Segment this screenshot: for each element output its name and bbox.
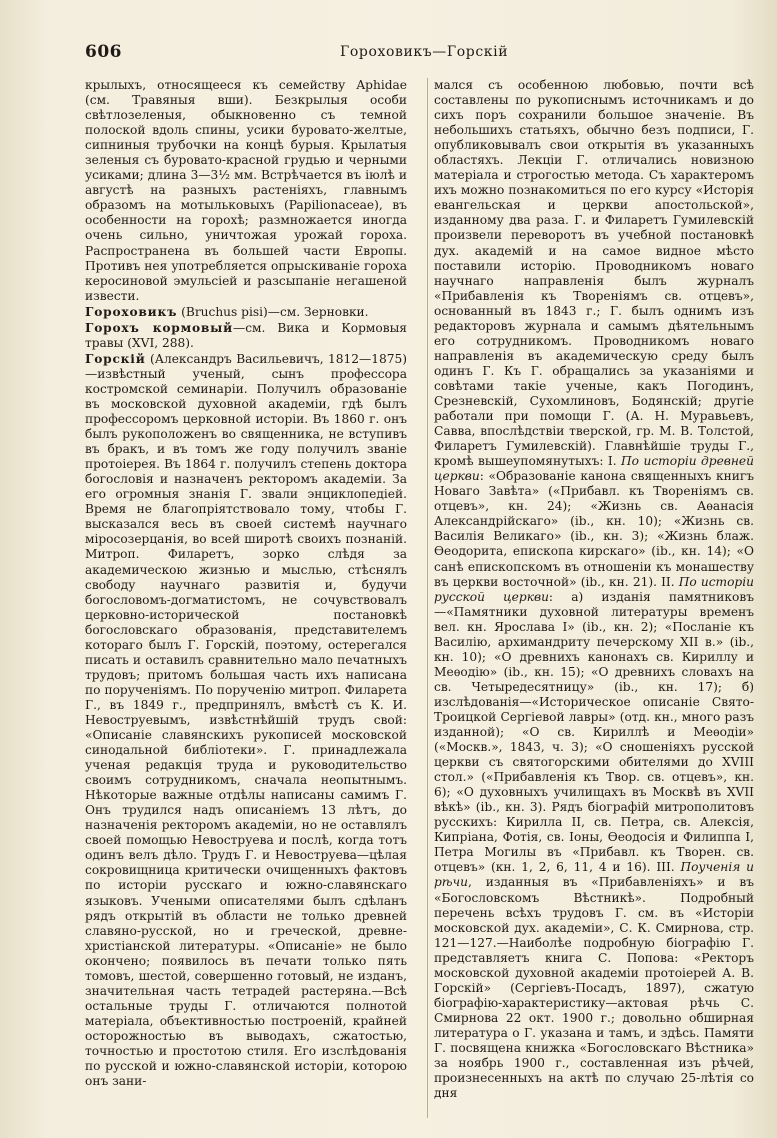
headword: Горскій xyxy=(85,351,146,366)
entry-gorsky-continued: мался съ особенною любовью, почти всѣ составлены по рукописнымъ источникамъ и до сихъ поръ сохранили большое значеніе. Въ небольшихъ статьяхъ, обычно безъ подписи, Г. опубликовывалъ свои открытія въ указанныхъ областяхъ. Лекціи Г. отличались новизною матеріала и строгостью метода. Съ характеромъ ихъ можно познакомиться по его курсу «Исторія евангельская и церкви апостольской», изданному два раза. Г. и Филаретъ Гумилевскій произвели переворотъ въ учебной постановкѣ дух. академій и на самое видное мѣсто поставили исторію. Проводникомъ новаго научнаго направленія былъ журналъ «Прибавленія къ Твореніямъ св. отцевъ», основанный въ 1843 г.; Г. былъ однимъ изъ редакторовъ журнала и самымъ дѣятельнымъ его сотрудникомъ. Проводникомъ новаго направленія въ академическую среду былъ одинъ Г. Къ Г. обращались за указаніями и совѣтами такіе ученые, какъ Погодинъ, Срезневскій, Сухомлиновъ, Бодянскій; другіе работали при помощи Г. (А. Н. Муравьевъ, Савва, впослѣдствіи тверской, гр. М. В. Толстой, Филаретъ Гумилевскій). Главнѣйшіе труды Г., кромѣ вышеупомянутыхъ: I. По исторіи древней церкви: «Образованіе канона священныхъ книгъ Новаго Завѣта» («Прибавл. къ Твореніямъ св. отцевъ», кн. 24); «Жизнь св. Аѳанасія Александрійскаго» (ib., кн. 10); «Жизнь св. Василія Великаго» (ib., кн. 3); «Жизнь блаж. Ѳеодорита, епископа кирскаго» (ib., кн. 14); «О санѣ епископскомъ въ отношеніи къ монашеству въ церкви восточной» (ib., кн. 21). II. По исторіи русской церкви: а) изданія памятниковъ—«Памятники духовной литературы временъ вел. кн. Ярослава I» (ib., кн. 2); «Посланіе къ Василію, архимандриту печерскому XII в.» (ib., кн. 10); «О древнихъ канонахъ св. Кириллу и Меѳодію» (ib., кн. 15); «О древнихъ словахъ на св. Четыредесятницу» (ib., кн. 17); б) изслѣдованія—«Историческое описаніе Свято-Троицкой Сергіевой лавры» (отд. кн., много разъ изданной); «О св. Кириллѣ и Меѳодіи» («Москв.», 1843, ч. 3); «О сношеніяхъ русской церкви съ святогорскими обителями до XVIII стол.» («Прибавленія къ Твор. св. отцевъ», кн. 6); «О духовныхъ училищахъ въ Москвѣ въ XVII вѣкѣ» (ib., кн. 3). Рядъ біографій митрополитовъ русскихъ: Кирилла II, св. Петра, св. Алексія, Кипріана, Фотія, св. Іоны, Ѳеодосія и Филиппа I, Петра Могилы въ «Прибавл. къ Творен. св. отцевъ» (кн. 1, 2, 6, 11, 4 и 16). III. Поученія и рѣчи, изданныя въ «Прибавленіяхъ» и въ «Богословскомъ Вѣстникѣ». Подробный перечень всѣхъ трудовъ Г. см. въ «Исторіи московской дух. академіи», С. К. Смирнова, стр. 121—127.—Наиболѣе подробную біографію Г. представляетъ книга С. Попова: «Ректоръ московской духовной академіи протоіерей А. В. Горскій» (Сергіевъ-Посадъ, 1897), сжатую біографію-характеристику—актовая рѣчь С. Смирнова 22 окт. 1900 г.; довольно обширная литература о Г. указана и тамъ, и здѣсь. Памяти Г. посвящена книжка «Богословскаго Вѣстника» за ноябрь 1900 г., составленная изъ рѣчей, произнесенныхъ на актѣ по случаю 25-лѣтія со дня xyxy=(434,78,754,1101)
running-title: Гороховикъ—Горскій xyxy=(340,44,509,60)
entry-gorokhovik: Гороховикъ (Bruchus pisi)—см. Зерновки. xyxy=(85,304,369,319)
headword: Гороховикъ xyxy=(85,304,178,319)
page-header xyxy=(85,42,737,68)
section-heading: Поученія и рѣчи xyxy=(434,860,754,890)
section-heading: По исторіи древней церкви xyxy=(434,454,754,484)
page-number: 606 xyxy=(85,42,122,62)
section-heading: По исторіи русской церкви xyxy=(434,574,754,604)
entry-gorsky: Горскій (Александръ Васильевичъ, 1812—1875)—извѣстный ученый, сынъ профессора костромской семинаріи. Получилъ образованіе въ московской духовной академіи, гдѣ былъ профессоромъ церковной исторіи. Въ 1860 г. онъ былъ рукоположенъ во священника, не вступивъ въ бракъ, и въ томъ же году получилъ званіе протоіерея. Въ 1864 г. получилъ степень доктора богословія и назначенъ ректоромъ академіи. За его огромныя знанія Г. звали энциклопедіей. Время не благопріятствовало тому, чтобы Г. высказался весь въ своей системѣ научнаго міросозерцанія, во всей широтѣ своихъ познаній. Митроп. Филаретъ, зорко слѣдя за академическою жизнью и мыслью, стѣснялъ свободу научнаго развитія и, будучи богословомъ-догматистомъ, не сочувствовалъ церковно-исторической постановкѣ богословскаго образованія, представителемъ котораго былъ Г. Горскій, поэтому, остерегался писать и оставилъ сравнительно мало печатныхъ трудовъ; притомъ большая часть ихъ написана по порученіямъ. По порученію митроп. Филарета Г., въ 1849 г., предпринялъ, вмѣстѣ съ К. И. Невоструевымъ, извѣстнѣйшій трудъ свой: «Описаніе славянскихъ рукописей московской синодальной библіотеки». Г. принадлежала ученая редакція труда и руководительство своимъ сотрудникомъ, сначала неопытнымъ. Нѣкоторые важные отдѣлы написаны самимъ Г. Онъ трудился надъ описаніемъ 13 лѣтъ, до назначенія ректоромъ академіи, но не оставлялъ своей помощью Невоструева и послѣ, когда тотъ одинъ велъ дѣло. Трудъ Г. и Невоструева—цѣлая сокровищница критически очищенныхъ фактовъ по исторіи русскаго и южно-славянскаго языковъ. Учеными описателями былъ сдѣланъ рядъ открытій въ области не только древней славяно-русской, но и греческой, древне-христіанской литературы. «Описаніе» не было окончено; появилось въ печати только пять томовъ, шестой, совершенно готовый, не изданъ, значительная часть тетрадей растеряна.—Всѣ остальные труды Г. отличаются полнотой матеріала, объективностью построеній, крайней осторожностью въ выводахъ, сжатостью, точностью и простотою стиля. Его изслѣдованія по русской и южно-славянской исторіи, которою онъ зани- xyxy=(85,351,407,1089)
right-column xyxy=(427,78,754,1118)
left-column xyxy=(85,78,407,1118)
entry-continuation: крылыхъ, относящееся къ семейству Aphidae (см. Травяныя вши). Безкрылыя особи свѣтлозеленыя, обыкновенно съ темной полоской вдоль спины, усики буровато-желтые, сипниныя трубочки на концѣ бурыя. Крылатыя зеленыя съ буровато-красной грудью и черными усиками; длина 3—3½ мм. Встрѣчается въ іюлѣ и августѣ на разныхъ растеніяхъ, главнымъ образомъ на мотыльковыхъ (Papilionaceae), въ особенности на горохѣ; размножается иногда очень сильно, уничтожая урожай гороха. Распространена въ большей части Европы. Противъ нея употребляется опрыскиваніе гороха керосиновой эмульсіей и разсыпаніе негашеной извести. xyxy=(85,78,407,303)
entry-gorokh-kormovy: Горохъ кормовый—см. Вика и Кормовыя травы (XVI, 288). xyxy=(85,320,407,350)
headword: Горохъ кормовый xyxy=(85,320,234,335)
